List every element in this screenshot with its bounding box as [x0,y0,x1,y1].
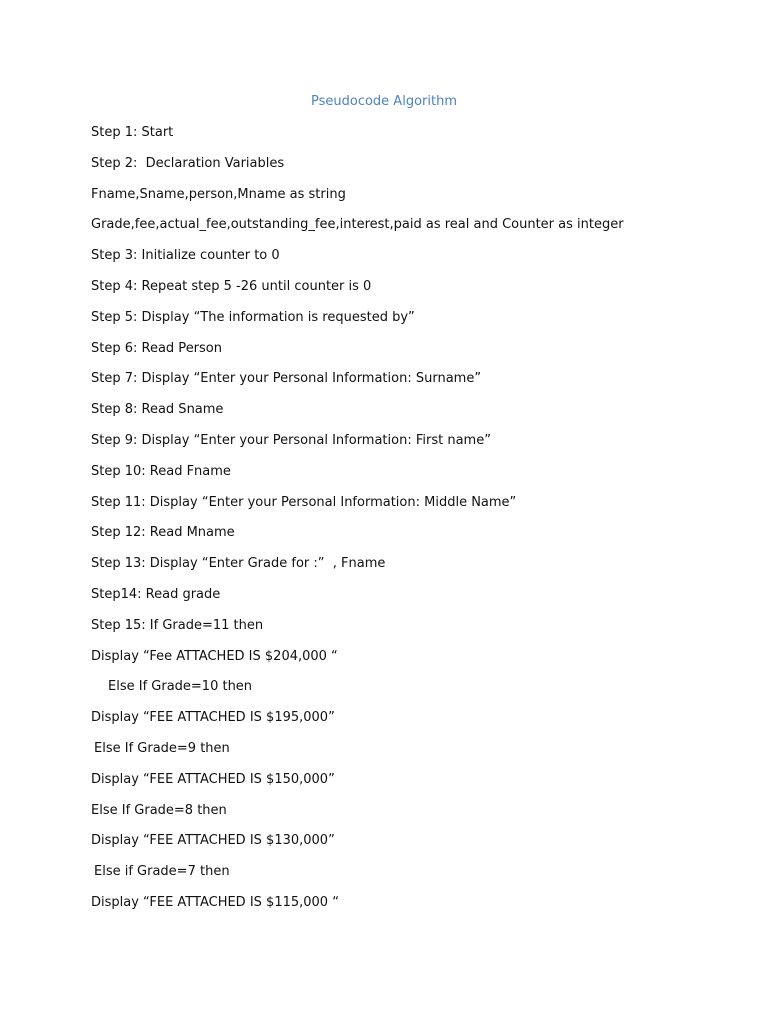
pseudocode-line: Else if Grade=7 then [94,864,230,880]
pseudocode-line: Display “FEE ATTACHED IS $130,000” [91,833,335,849]
pseudocode-line: Else If Grade=10 then [108,679,253,695]
pseudocode-line: Grade,fee,actual_fee,outstanding_fee,interest,paid as real and Counter as integer [91,217,624,233]
pseudocode-line: Else If Grade=9 then [94,740,230,756]
pseudocode-line: Step 4: Repeat step 5 -26 until counter is 0 [91,278,372,294]
pseudocode-line: Step 9: Display “Enter your Personal Information: First name” [91,432,491,448]
pseudocode-line: Step 10: Read Fname [91,463,231,479]
pseudocode-line: Step 8: Read Sname [91,402,224,418]
pseudocode-line: Step 15: If Grade=11 then [91,617,264,633]
pseudocode-line: Step 3: Initialize counter to 0 [91,248,280,264]
pseudocode-line: Step 6: Read Person [91,340,222,356]
pseudocode-line: Display “FEE ATTACHED IS $115,000 “ [91,894,339,910]
pseudocode-line: Display “Fee ATTACHED IS $204,000 “ [91,648,338,664]
pseudocode-line: Step 5: Display “The information is requested by” [91,309,415,325]
pseudocode-line: Step 12: Read Mname [91,525,235,541]
pseudocode-line: Display “FEE ATTACHED IS $150,000” [91,771,335,787]
pseudocode-line: Step 13: Display “Enter Grade for :” , Fname [91,556,386,572]
pseudocode-line: Step 11: Display “Enter your Personal Information: Middle Name” [91,494,517,510]
pseudocode-line: Step14: Read grade [91,586,221,602]
pseudocode-line: Step 1: Start [91,125,174,140]
document-title: Pseudocode Algorithm [311,94,457,109]
pseudocode-line: Else If Grade=8 then [91,802,227,818]
pseudocode-line: Step 2: Declaration Variables [91,155,285,171]
pseudocode-body [91,124,751,925]
pseudocode-line: Fname,Sname,person,Mname as string [91,186,346,202]
pseudocode-line: Step 7: Display “Enter your Personal Information: Surname” [91,371,482,387]
pseudocode-line: Display “FEE ATTACHED IS $195,000” [91,710,335,726]
